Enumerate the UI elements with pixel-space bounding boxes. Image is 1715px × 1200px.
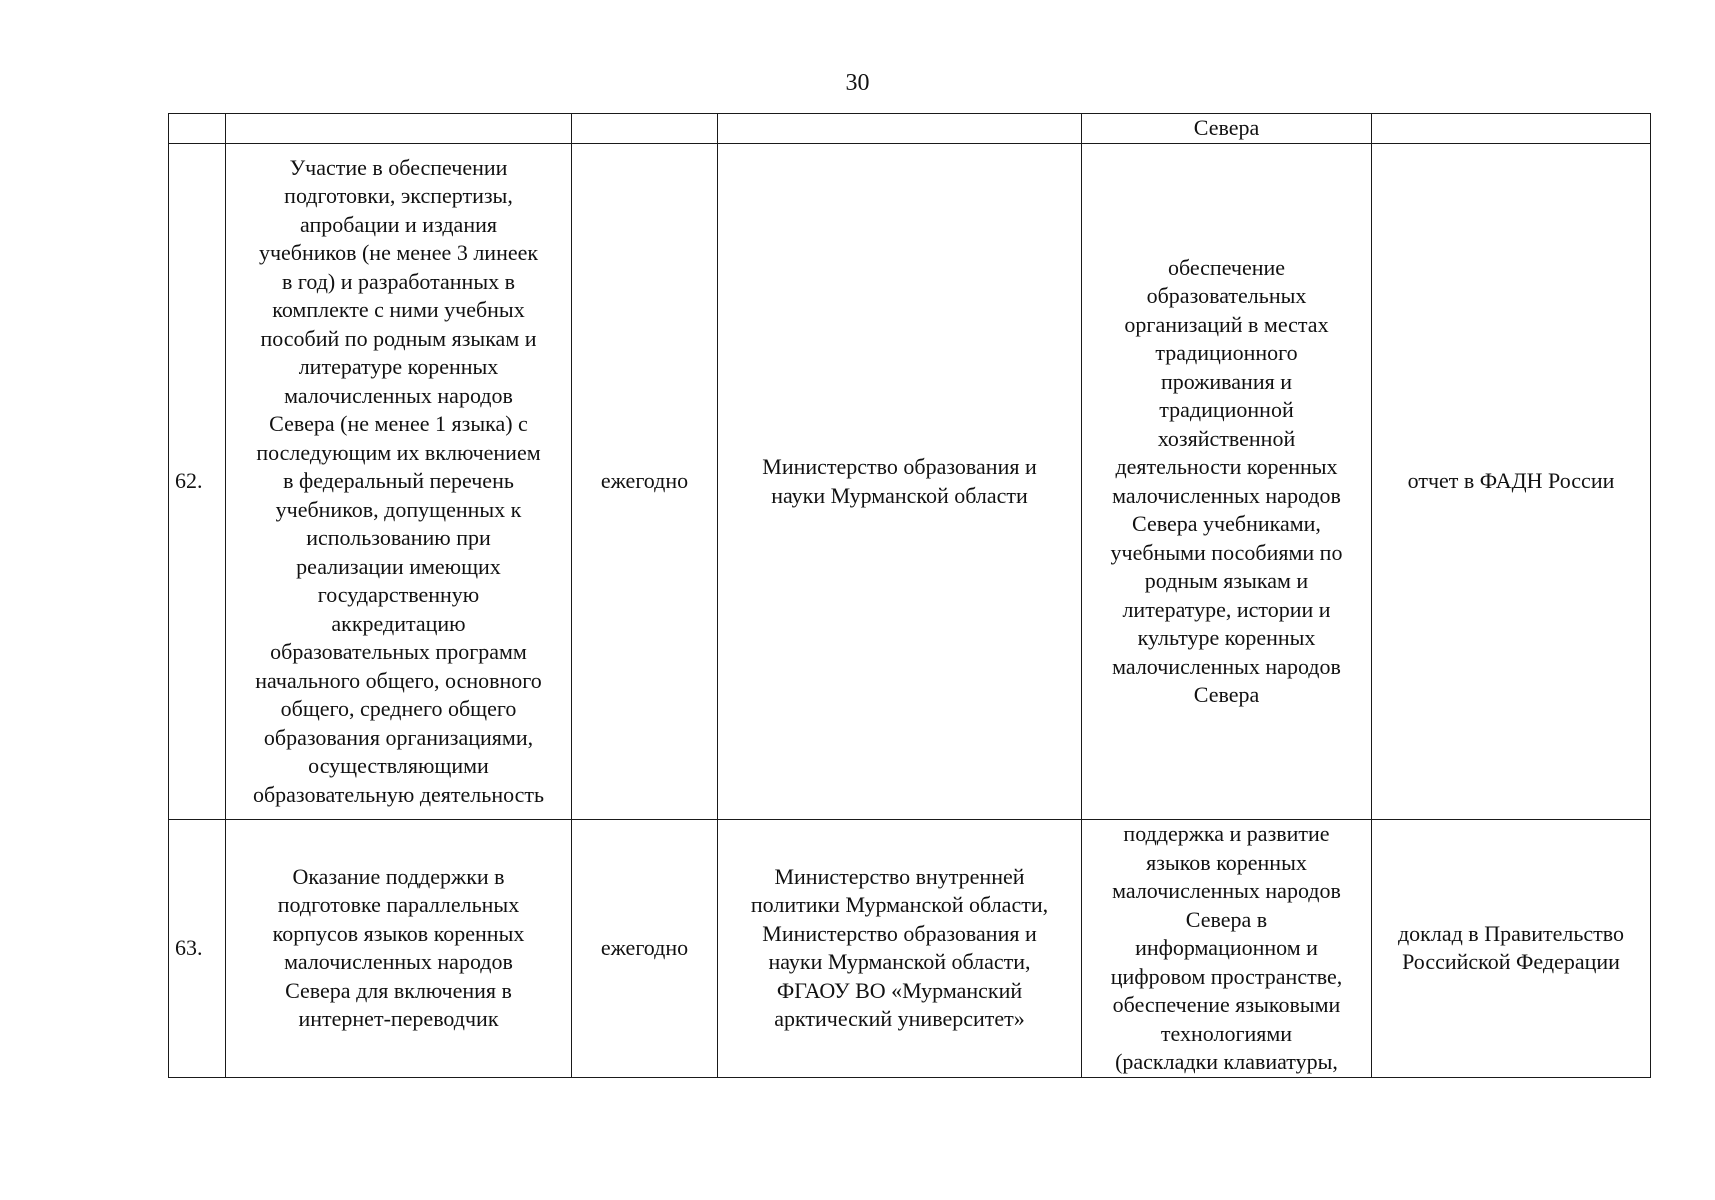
text-line: цифровом пространстве,: [1110, 963, 1343, 989]
row-63-report-text: [1376, 920, 1646, 977]
text-line: начального общего, основного: [255, 667, 542, 693]
row-63-executor: [718, 820, 1082, 1078]
cell-activity: [226, 114, 572, 144]
row-63-period: ежегодно: [572, 820, 718, 1078]
text-line: проживания и: [1160, 368, 1292, 394]
cell-number: [169, 114, 226, 144]
cell-executor: [718, 114, 1082, 144]
row-62-activity-text: [230, 154, 567, 810]
text-line: поддержка и развитие: [1123, 821, 1330, 846]
row-62-result-text: [1086, 254, 1367, 710]
text-line: политики Мурманской области,: [750, 892, 1049, 918]
text-line: доклад в Правительство: [1397, 920, 1625, 946]
text-line: хозяйственной: [1157, 425, 1296, 451]
text-line: науки Мурманской области: [771, 482, 1028, 508]
cell-result: Севера: [1082, 114, 1372, 144]
text-line: образовательных программ: [270, 639, 527, 665]
text-line: реализации имеющих: [296, 553, 501, 579]
text-line: учебными пособиями по: [1110, 539, 1343, 565]
text-line: образовательных: [1146, 283, 1307, 308]
row-62-report: отчет в ФАДН России: [1372, 144, 1651, 820]
text-line: Севера: [1193, 682, 1260, 707]
row-62-executor: [718, 144, 1082, 820]
text-line: подготовки, экспертизы,: [284, 183, 513, 209]
text-line: Севера (не менее 1 языка) с: [269, 411, 528, 437]
text-line: осуществляющими: [308, 753, 489, 779]
text-line: использованию при: [306, 525, 491, 551]
text-line: Севера для включения в: [285, 977, 512, 1003]
text-line: пособий по родным языкам и: [260, 325, 537, 351]
row-62-number: 62.: [169, 144, 226, 820]
row-63-executor-text: [722, 863, 1077, 1034]
text-line: культуре коренных: [1137, 625, 1316, 650]
text-line: Министерство внутренней: [774, 863, 1025, 889]
row-63-number: 63.: [169, 820, 226, 1078]
page-number: 30: [845, 70, 870, 96]
text-line: Российской Федерации: [1402, 949, 1620, 975]
text-line: литературе, истории и: [1122, 596, 1331, 622]
text-line: аккредитацию: [331, 610, 466, 636]
text-line: Севера в: [1185, 906, 1268, 932]
text-line: традиционного: [1155, 340, 1298, 365]
text-line: арктический университет»: [774, 1006, 1025, 1032]
text-line: обеспечение: [1167, 254, 1286, 280]
text-line: малочисленных народов: [284, 949, 513, 975]
row-63-report: [1372, 820, 1651, 1078]
table-row-63: [169, 820, 1651, 1078]
row-62-period: ежегодно: [572, 144, 718, 820]
text-line: деятельности коренных: [1115, 454, 1338, 479]
row-62-result: [1082, 144, 1372, 820]
text-line: информационном и: [1135, 935, 1318, 960]
row-63-activity-text: [230, 863, 567, 1034]
cell-report: [1372, 114, 1651, 144]
cell-period: [572, 114, 718, 144]
text-line: традиционной: [1159, 397, 1294, 422]
text-line: малочисленных народов: [1112, 653, 1341, 679]
text-line: в год) и разработанных в: [281, 268, 515, 294]
text-line: апробации и издания: [300, 211, 497, 237]
text-line: интернет-переводчик: [298, 1006, 499, 1032]
text-line: учебников, допущенных к: [275, 496, 522, 522]
text-line: Севера учебниками,: [1132, 511, 1321, 536]
text-line: Министерство образования и: [762, 454, 1037, 479]
text-line: малочисленных народов: [1112, 482, 1341, 508]
continuation-row: [169, 114, 1651, 144]
text-line: (раскладки клавиатуры,: [1115, 1049, 1338, 1074]
text-line: малочисленных народов: [1112, 878, 1341, 903]
measures-table: [168, 113, 1651, 1078]
text-line: организаций в местах: [1124, 311, 1329, 337]
text-line: Министерство образования и: [762, 920, 1037, 946]
text-line: корпусов языков коренных: [272, 920, 525, 946]
text-line: подготовке параллельных: [277, 892, 520, 918]
text-line: науки Мурманской области,: [768, 949, 1031, 975]
row-63-activity: [226, 820, 572, 1078]
row-62-executor-text: [722, 453, 1077, 510]
text-line: малочисленных народов: [284, 382, 513, 408]
text-line: образовательную деятельность: [252, 781, 545, 807]
row-63-result-text: [1086, 820, 1367, 1077]
table-row-62: [169, 144, 1651, 820]
text-line: Участие в обеспечении: [289, 154, 508, 180]
text-line: в федеральный перечень: [283, 468, 514, 494]
text-line: Оказание поддержки в: [292, 863, 505, 889]
text-line: языков коренных: [1146, 849, 1307, 875]
text-line: комплекте с ними учебных: [272, 297, 525, 323]
text-line: государственную: [317, 582, 480, 608]
text-line: последующим их включением: [256, 439, 541, 465]
text-line: ФГАОУ ВО «Мурманский: [776, 977, 1023, 1003]
text-line: образования организациями,: [263, 724, 534, 750]
text-line: учебников (не менее 3 линеек: [258, 240, 539, 266]
text-line: технологиями: [1160, 1020, 1293, 1046]
row-63-result: [1082, 820, 1372, 1078]
text-line: родным языкам и: [1144, 568, 1309, 593]
text-line: литературе коренных: [298, 354, 499, 380]
row-62-activity: [226, 144, 572, 820]
text-line: общего, среднего общего: [280, 696, 517, 722]
text-line: обеспечение языковыми: [1112, 992, 1341, 1017]
